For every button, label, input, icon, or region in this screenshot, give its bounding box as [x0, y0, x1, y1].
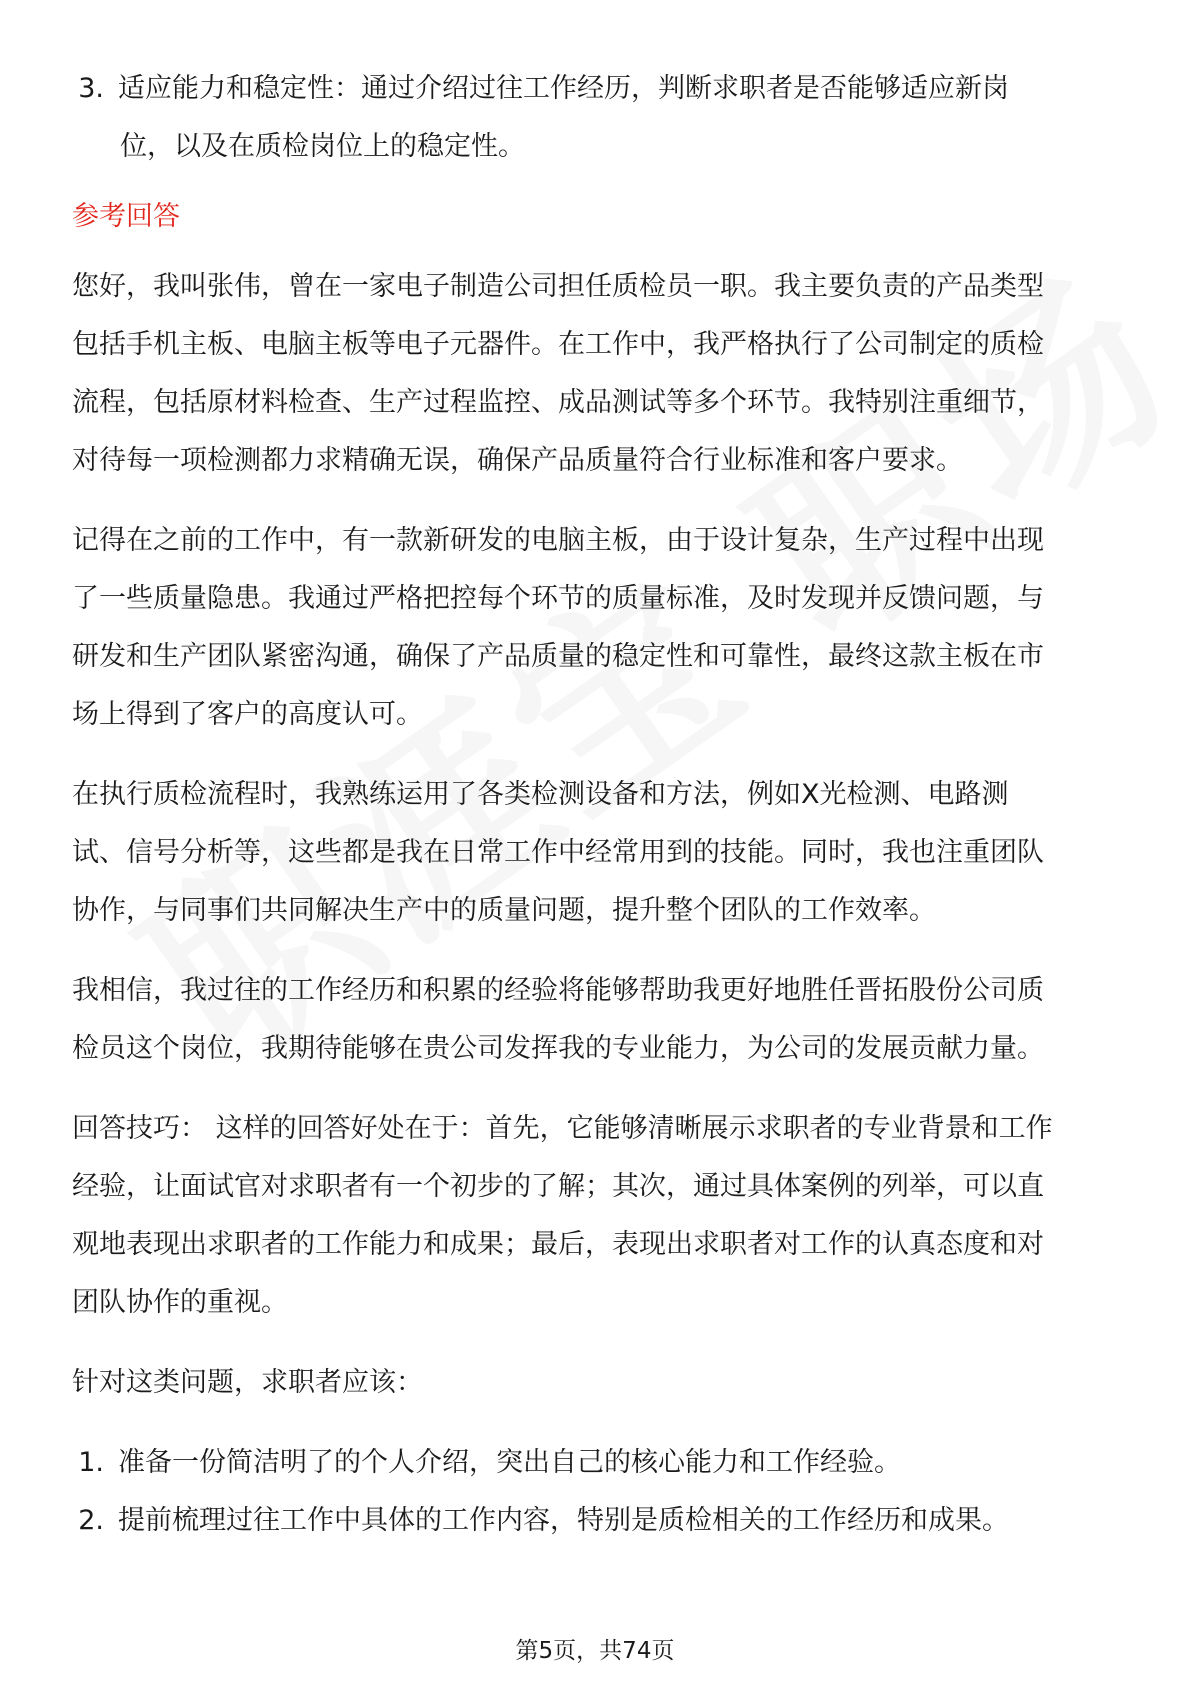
text-line: 针对这类问题，求职者应该：: [72, 1367, 423, 1398]
list-item: [52, 1434, 1122, 1492]
answer-paragraph-2: [72, 512, 1122, 744]
text-line: 场上得到了客户的高度认可。: [72, 699, 423, 730]
text-line: 观地表现出求职者的工作能力和成果；最后，表现出求职者对工作的认真态度和对: [72, 1229, 1044, 1260]
text-line: 研发和生产团队紧密沟通，确保了产品质量的稳定性和可靠性，最终这款主板在市: [72, 641, 1044, 672]
list-number: 3.: [78, 73, 104, 104]
text-line: 了一些质量隐患。我通过严格把控每个环节的质量标准，及时发现并反馈问题，与: [72, 583, 1044, 614]
answer-tips-paragraph: [72, 1100, 1122, 1332]
list-text-continued: 位，以及在质检岗位上的稳定性。: [120, 131, 525, 162]
page-footer: 第5页，共74页: [515, 1638, 675, 1664]
text-line: 在执行质检流程时，我熟练运用了各类检测设备和方法，例如X光检测、电路测: [72, 779, 1009, 810]
text-line: 对待每一项检测都力求精确无误，确保产品质量符合行业标准和客户要求。: [72, 445, 963, 476]
answer-heading: 参考回答: [72, 201, 180, 232]
text-line: 流程，包括原材料检查、生产过程监控、成品测试等多个环节。我特别注重细节，: [72, 387, 1044, 418]
text-line: 协作，与同事们共同解决生产中的质量问题，提升整个团队的工作效率。: [72, 895, 936, 926]
text-line: 回答技巧： 这样的回答好处在于：首先，它能够清晰展示求职者的专业背景和工作: [72, 1113, 1053, 1144]
answer-paragraph-4: [72, 962, 1122, 1078]
text-line: 试、信号分析等，这些都是我在日常工作中经常用到的技能。同时，我也注重团队: [72, 837, 1044, 868]
list-item-3: [52, 60, 1122, 118]
advice-list: [52, 1434, 1122, 1550]
list-number: 2.: [78, 1505, 104, 1536]
answer-paragraph-1: [72, 258, 1122, 490]
text-line: 包括手机主板、电脑主板等电子元器件。在工作中，我严格执行了公司制定的质检: [72, 329, 1044, 360]
text-line: 您好，我叫张伟，曾在一家电子制造公司担任质检员一职。我主要负责的产品类型: [72, 271, 1044, 302]
list-text: 提前梳理过往工作中具体的工作内容，特别是质检相关的工作经历和成果。: [118, 1505, 1009, 1536]
text-line: 检员这个岗位，我期待能够在贵公司发挥我的专业能力，为公司的发展贡献力量。: [72, 1033, 1044, 1064]
page-content: [72, 60, 1122, 1550]
list-text: 准备一份简洁明了的个人介绍，突出自己的核心能力和工作经验。: [118, 1447, 901, 1478]
advice-intro: [72, 1354, 1122, 1412]
answer-paragraph-3: [72, 766, 1122, 940]
text-line: 经验，让面试官对求职者有一个初步的了解；其次，通过具体案例的列举，可以直: [72, 1171, 1044, 1202]
list-text: 适应能力和稳定性：通过介绍过往工作经历，判断求职者是否能够适应新岗: [118, 73, 1009, 104]
text-line: 团队协作的重视。: [72, 1287, 288, 1318]
text-line: 记得在之前的工作中，有一款新研发的电脑主板，由于设计复杂，生产过程中出现: [72, 525, 1044, 556]
text-line: 我相信，我过往的工作经历和积累的经验将能够帮助我更好地胜任晋拓股份公司质: [72, 975, 1044, 1006]
list-number: 1.: [78, 1447, 104, 1478]
list-item: [52, 1492, 1122, 1550]
